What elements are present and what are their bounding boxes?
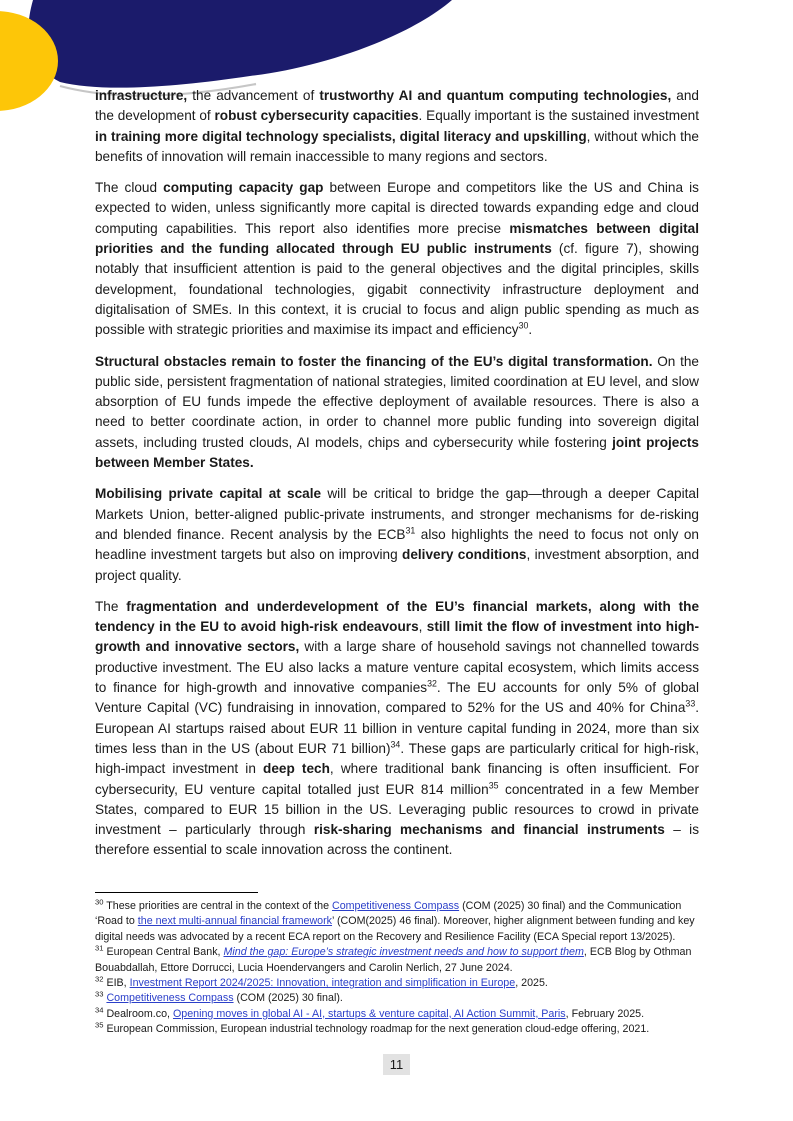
footnote-number: 34 xyxy=(95,1005,104,1015)
text-run: . The EU accounts for only 5% of global Venture Capital (VC) fundraising in innovation, compared to 52% for the US and 40% for China xyxy=(95,680,699,716)
text-run: between Europe and competitors like the US and China is expected to widen, unless significantly more capital is directed towards expanding edge and cloud computing capabilities. This report also identifies more precise xyxy=(95,180,699,236)
footnote-link[interactable]: Competitiveness Compass xyxy=(106,992,234,1005)
text-run: The cloud xyxy=(95,180,164,196)
body-paragraph xyxy=(95,352,699,474)
footnote-item xyxy=(95,991,707,1006)
bold-text-run: trustworthy AI and quantum computing technologies, xyxy=(319,88,672,103)
footnote-ref: 31 xyxy=(405,525,416,536)
text-run: (COM (2025) 30 final) and the Communication ‘Road to xyxy=(95,900,682,928)
text-run: , ECB Blog by Othman Bouabdallah, Ettore Dorrucci, Lucia Hoendervangers and Carolin Nerlich, 27 June 2024. xyxy=(95,946,692,974)
page-number: 11 xyxy=(383,1054,411,1075)
body-text xyxy=(95,86,699,872)
footnote-link[interactable]: Opening moves in global AI - AI, startups & venture capital, AI Action Summit, Paris xyxy=(172,1007,566,1020)
text-run: The xyxy=(95,598,127,614)
text-run: EIB, xyxy=(106,977,130,990)
footnote-ref: 34 xyxy=(390,739,401,750)
footnote-number: 32 xyxy=(95,974,104,984)
footnote-item xyxy=(95,945,707,976)
text-run: These priorities are central in the context of the xyxy=(106,900,332,912)
text-run: with a large share of household savings not channelled towards productive investment. The EU also lacks a mature venture capital ecosystem, which limits access to finance for high-growth and innovative companies xyxy=(95,639,699,696)
text-run: , xyxy=(418,619,427,635)
text-run: , February 2025. xyxy=(565,1007,645,1020)
body-paragraph xyxy=(95,484,699,585)
text-run: . European AI startups raised about EUR 11 billion in venture capital funding in 2024, more than six times less than in the US (about EUR 71 billion) xyxy=(95,700,699,756)
bold-text-run: delivery conditions xyxy=(402,547,527,563)
footnote-link[interactable]: Competitiveness Compass xyxy=(331,900,460,912)
text-run: . Equally important is the sustained investment xyxy=(418,108,700,124)
text-run: , without which the benefits of innovation will remain inaccessible to many regions and sectors. xyxy=(95,128,699,164)
navy-swoosh xyxy=(28,0,452,88)
footnote-link[interactable]: the next multi-annual financial framework xyxy=(137,915,333,928)
footnote-ref: 32 xyxy=(427,678,437,689)
text-run: the advancement of xyxy=(187,88,320,103)
body-paragraph xyxy=(95,597,699,861)
footnote-list xyxy=(95,899,707,1038)
text-run: (COM (2025) 30 final). xyxy=(233,992,343,1005)
footnote-ref: 30 xyxy=(518,320,529,331)
footnote-number: 31 xyxy=(95,943,104,953)
bold-text-run: Mobilising private capital at scale xyxy=(95,486,322,502)
bold-text-run: mismatches between digital priorities and the funding allocated through EU public instruments xyxy=(95,220,699,257)
footnote-ref: 35 xyxy=(488,779,499,790)
footnote-link[interactable]: Investment Report 2024/2025: Innovation, integration and simplification in Europe xyxy=(129,977,516,990)
bold-text-run: infrastructure, xyxy=(95,88,188,103)
bold-text-run: computing capacity gap xyxy=(163,180,324,196)
bold-text-run: robust cybersecurity capacities xyxy=(214,108,419,124)
text-run: . xyxy=(528,322,533,338)
text-run: also highlights the need to focus not only on headline investment targets but also on improving xyxy=(95,526,699,563)
body-paragraph xyxy=(95,86,699,167)
footnote-item xyxy=(95,1022,707,1037)
bold-text-run: deep tech xyxy=(263,761,330,777)
bold-text-run: in training more digital technology specialists, digital literacy and upskilling xyxy=(95,128,587,144)
footnote-link[interactable]: Mind the gap: Europe’s strategic investment needs and how to support them xyxy=(223,946,584,959)
text-run: Dealroom.co, xyxy=(106,1007,173,1020)
page-footer xyxy=(0,1054,793,1075)
footnotes-section xyxy=(95,892,707,1038)
text-run: European Central Bank, xyxy=(106,946,224,959)
footnote-number: 35 xyxy=(95,1020,104,1030)
bold-text-run: risk-sharing mechanisms and financial instruments xyxy=(313,822,665,838)
footnote-separator xyxy=(95,892,258,893)
bold-text-run: still limit the flow of investment into high-growth and innovative sectors, xyxy=(95,619,700,655)
footnote-ref: 33 xyxy=(685,698,696,709)
bold-text-run: Structural obstacles remain to foster the financing of the EU’s digital transformation. xyxy=(95,353,653,369)
footnote-item xyxy=(95,899,707,945)
footnote-number: 30 xyxy=(95,897,104,907)
text-run: ’ (COM(2025) 46 final). Moreover, higher alignment between funding and key digital needs was advocated by a recent ECA report on the Recovery and Resilience Facility (ECA Special report 13/2025). xyxy=(95,915,695,943)
footnote-number: 33 xyxy=(95,989,104,999)
text-run: . These gaps are particularly critical for high-risk, high-impact investment in xyxy=(95,740,699,777)
text-run: , where traditional bank financing is often insufficient. For cybersecurity, EU venture capital totalled just EUR 814 million xyxy=(95,761,699,797)
footnote-item xyxy=(95,976,707,991)
text-run: and the development of xyxy=(95,88,699,124)
text-run: – is therefore essential to scale innovation across the continent. xyxy=(95,822,699,858)
bold-text-run: joint projects between Member States. xyxy=(95,434,699,471)
body-paragraph xyxy=(95,178,699,340)
text-run: On the public side, persistent fragmentation of national strategies, limited coordination at EU level, and slow absorption of EU funds impede the effective deployment of available resources. There is also a need to better coordinate action, in order to channel more public funding into sovereign digital assets, including trusted clouds, AI models, chips and cybersecurity while fostering xyxy=(95,353,699,450)
text-run: European Commission, European industrial technology roadmap for the next generation cloud-edge offering, 2021. xyxy=(106,1023,650,1036)
text-run: , 2025. xyxy=(515,977,548,990)
text-run: (cf. figure 7), showing notably that insufficient attention is paid to the general objectives and the digital principles, skills development, foundational technologies, gigabit connectivity infrastructure deployment and digitalisation of SMEs. In this context, it is crucial to focus and align public spending as much as possible with strategic priorities and maximise its impact and efficiency xyxy=(95,241,700,338)
text-run: will be critical to bridge the gap—through a deeper Capital Markets Union, better-aligned public-private instruments, and stronger mechanisms for de-risking and blended finance. Recent analysis by the ECB xyxy=(95,486,699,542)
footnote-item xyxy=(95,1007,707,1022)
text-run: , investment absorption, and project quality. xyxy=(95,547,699,583)
text-run: concentrated in a few Member States, compared to EUR 15 billion in the US. Leveraging public resources to crowd in private investment – particularly through xyxy=(95,781,699,838)
bold-text-run: fragmentation and underdevelopment of the EU’s financial markets, along with the tendency in the EU to avoid high-risk endeavours xyxy=(95,598,700,635)
